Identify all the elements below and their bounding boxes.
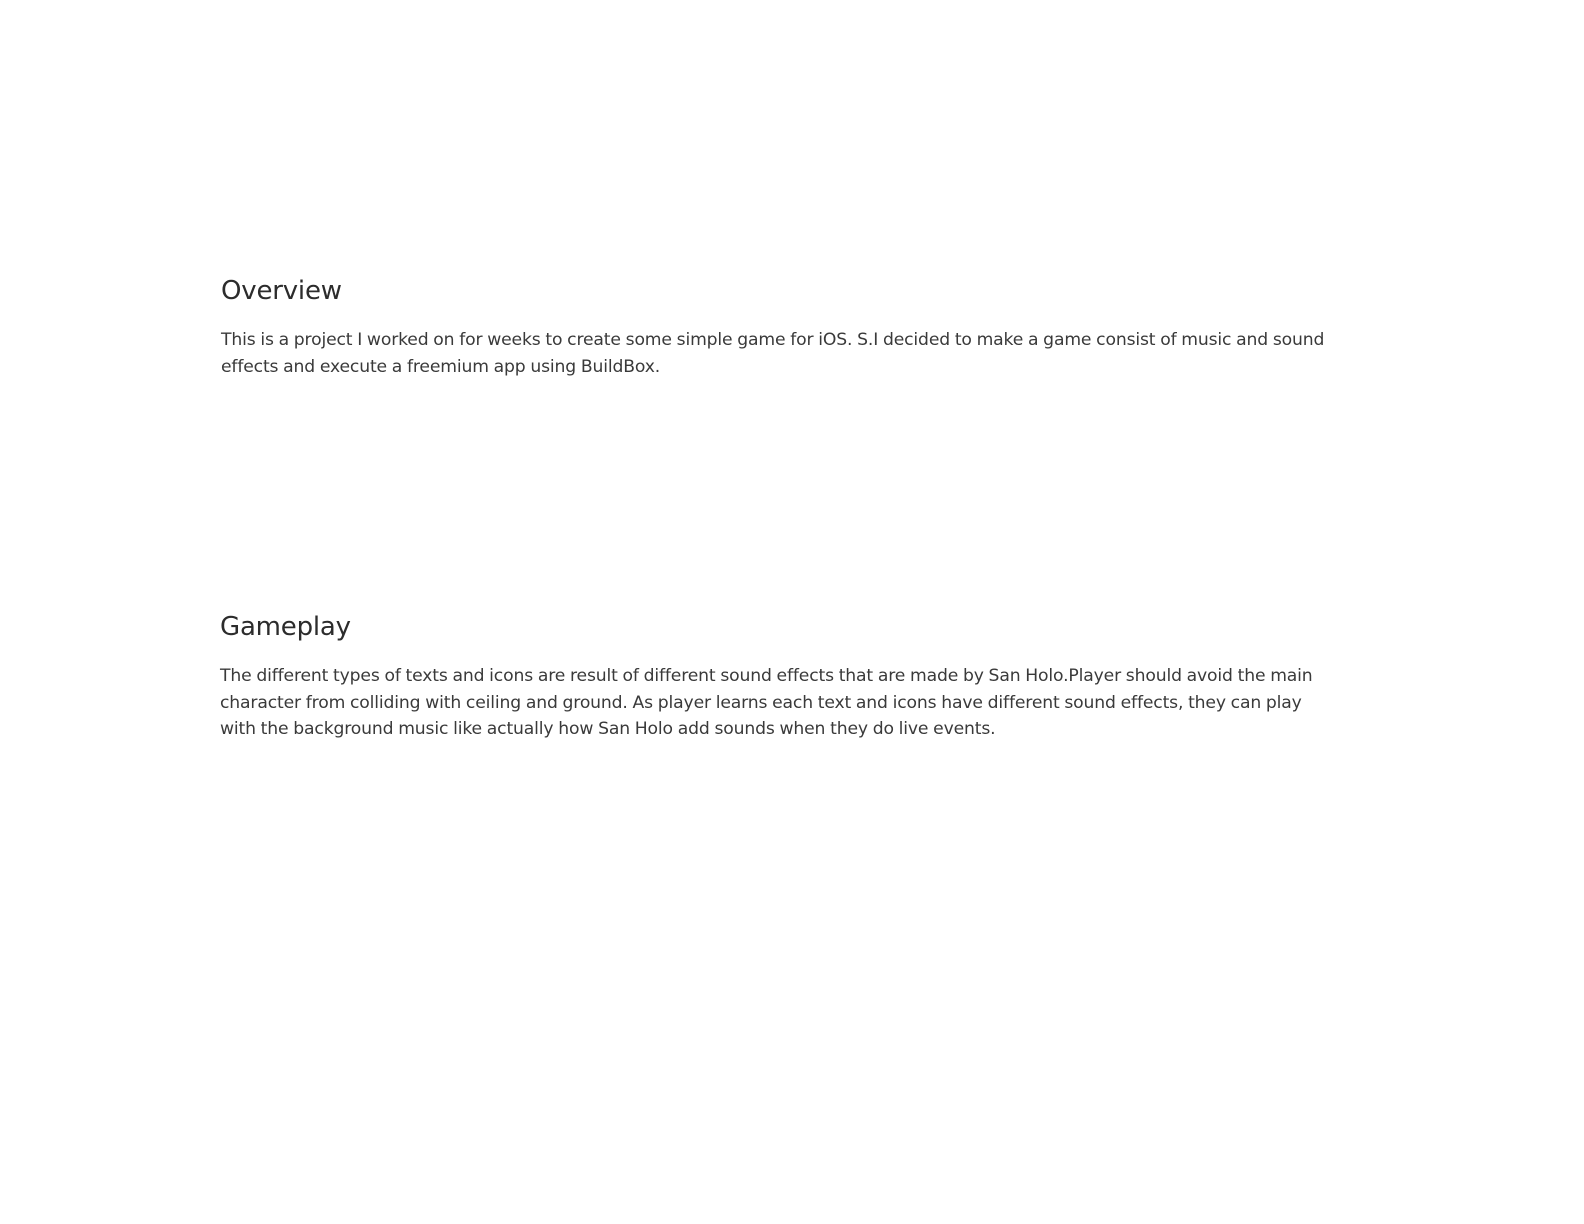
gameplay-heading: Gameplay <box>220 612 351 642</box>
overview-section <box>221 274 1341 380</box>
overview-paragraph: This is a project I worked on for weeks to create some simple game for iOS. S.I decided to make a game consist of music and sound effects and execute a freemium app using BuildBox. <box>221 330 1325 377</box>
overview-heading: Overview <box>221 276 342 306</box>
gameplay-section <box>220 610 1340 743</box>
gameplay-paragraph: The different types of texts and icons are result of different sound effects that are made by San Holo.Player should avoid the main character from colliding with ceiling and ground. As player learns each text and icons have different sound effects, they can play with the background music like actually how San Holo add sounds when they do live events. <box>220 666 1313 739</box>
